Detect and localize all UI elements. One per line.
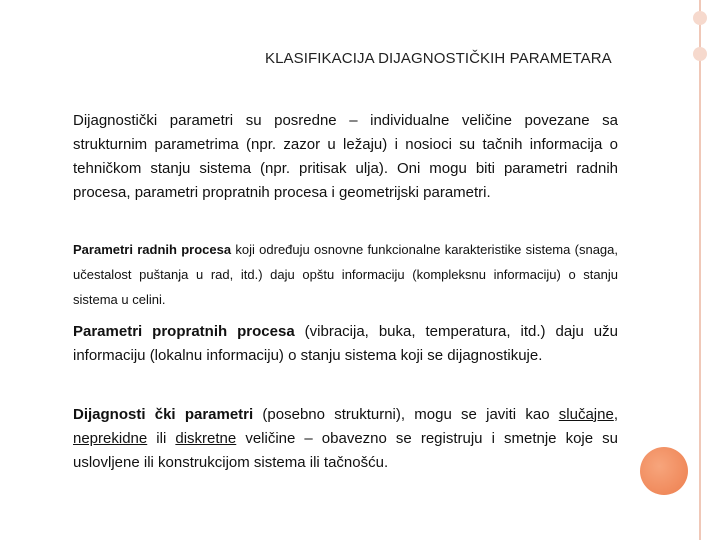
paragraph-diagnostic-parameters [73,403,618,475]
term-random: slučajne [558,406,614,423]
p4-sep-1: , [613,406,618,423]
paragraph-working-process-text: koji određuju osnovne funkcionalne karakteristike sistema (snaga, učestalost puštanja u rad, itd.) daju opštu informaciju (kompleksnu informaciju) o stanju sistema u celini. [73,242,618,307]
decorative-dot-top [693,11,707,25]
p4-text-1: (posebno strukturni), mogu se javiti kao [253,406,559,423]
decorative-dot-middle [693,47,707,61]
decorative-orange-circle [640,447,688,495]
term-diagnostic-parameters: Dijagnosti čki parametri [73,406,254,423]
term-discrete: diskretne [175,430,237,447]
paragraph-working-process [73,237,618,312]
paragraph-accompanying-process-text: (vibracija, buka, temperatura, itd.) daju užu informaciju (lokalnu informaciju) o stanju sistema koji se dijagnostikuje. [73,323,618,364]
p4-sep-2: ili [147,430,176,447]
paragraph-intro-text: Dijagnostički parametri su posredne – individualne veličine povezane sa strukturnim parametrima (npr. zazor u ležaju) i nosioci su tačnih informacija o tehničkom stanju sistema (npr. pritisak ulja). Oni mogu biti parametri radnih procesa, parametri propratnih procesa i geometrijski parametri. [73,112,618,201]
term-working-process: Parametri radnih procesa [73,242,232,257]
decorative-frame-line [699,0,701,540]
term-continuous: neprekidne [73,430,148,447]
term-accompanying-process: Parametri propratnih procesa [73,323,295,340]
paragraph-accompanying-process [73,320,618,368]
slide-title: KLASIFIKACIJA DIJAGNOSTIČKIH PARAMETARA [265,50,612,67]
p4-text-2: veličine – obavezno se registruju i smetnje koje su uslovljene ili konstrukcijom sistema ili tačnošću. [73,430,618,471]
paragraph-intro [73,109,618,205]
